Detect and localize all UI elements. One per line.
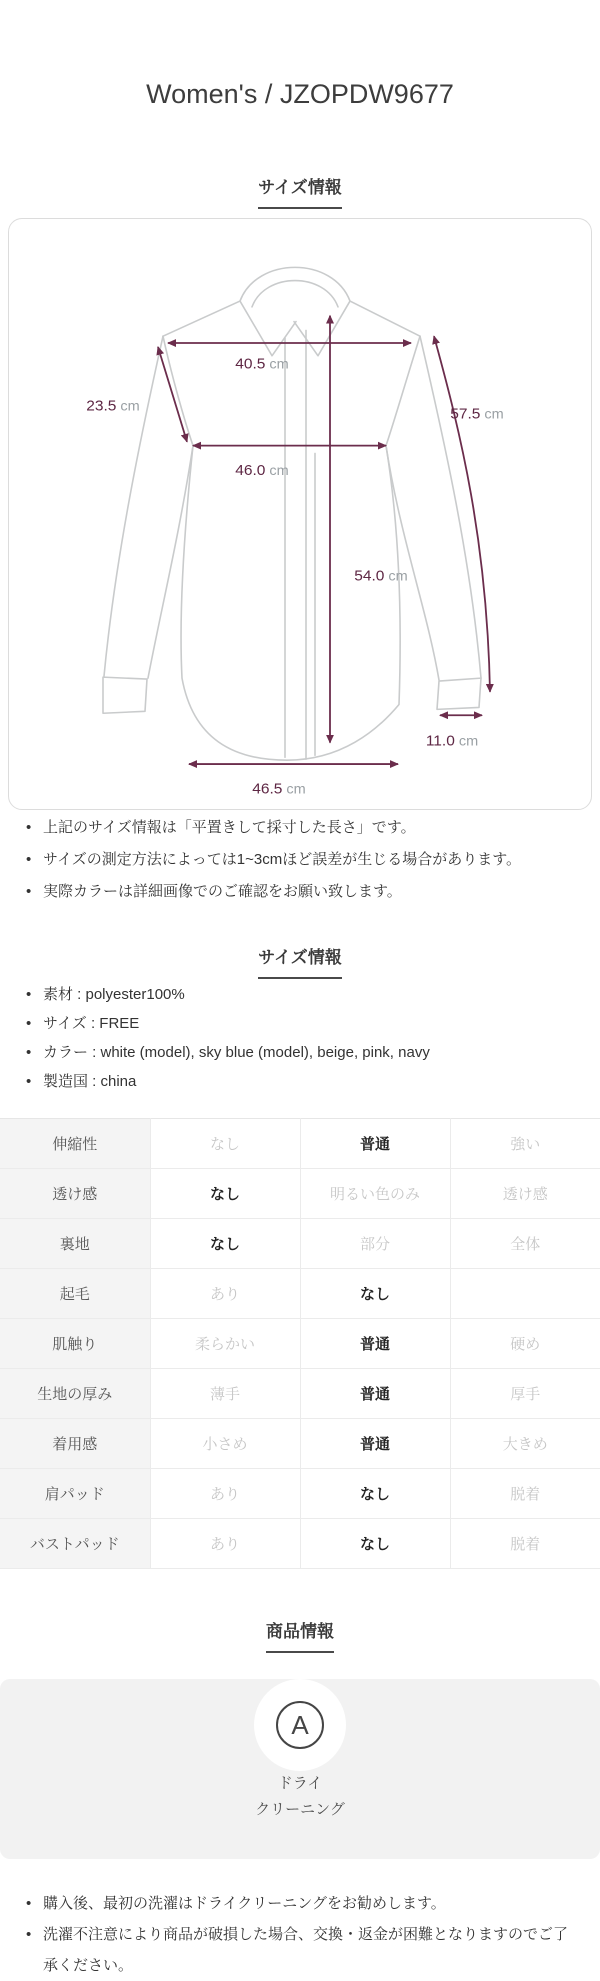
care-notes-list <box>0 1888 600 1981</box>
option: 小さめ <box>150 1419 300 1469</box>
table-row <box>0 1319 600 1369</box>
size-section-header <box>0 178 600 209</box>
product-section-header-label: 商品情報 <box>266 1622 334 1653</box>
row-label: 裏地 <box>0 1219 150 1269</box>
row-label: 起毛 <box>0 1269 150 1319</box>
list-item <box>26 1038 582 1067</box>
note-text: 購入後、最初の洗濯はドライクリーニングをお勧めします。 <box>43 1895 446 1912</box>
row-label: 伸縮性 <box>0 1119 150 1169</box>
row-label: 肩パッド <box>0 1469 150 1519</box>
option: 透け感 <box>450 1169 600 1219</box>
bullet-icon: • <box>26 883 32 900</box>
option-selected: 普通 <box>300 1119 450 1169</box>
country-text: 製造国 : china <box>43 1073 137 1090</box>
detail-section-header <box>0 948 600 979</box>
detail-list <box>0 980 600 1096</box>
note-text: 実際カラーは詳細画像でのご確認をお願い致します。 <box>43 883 402 900</box>
option: 薄手 <box>150 1369 300 1419</box>
list-item <box>26 1919 582 1981</box>
detail-section-header-label: サイズ情報 <box>258 948 342 979</box>
option <box>450 1269 600 1319</box>
option: 大きめ <box>450 1419 600 1469</box>
table-row <box>0 1169 600 1219</box>
sleeve-length-arrow <box>434 336 490 692</box>
option: 明るい色のみ <box>300 1169 450 1219</box>
size-text: サイズ : FREE <box>43 1015 140 1032</box>
bullet-icon: • <box>26 1926 32 1943</box>
bullet-icon: • <box>26 1044 32 1061</box>
option-selected: 普通 <box>300 1369 450 1419</box>
row-label: 生地の厚み <box>0 1369 150 1419</box>
table-row <box>0 1219 600 1269</box>
list-item <box>26 1009 582 1038</box>
bullet-icon: • <box>26 1895 32 1912</box>
option: なし <box>150 1119 300 1169</box>
measurement-total-length: 54.0 cm <box>354 567 408 585</box>
table-row <box>0 1469 600 1519</box>
table-row <box>0 1119 600 1169</box>
option-selected: 普通 <box>300 1319 450 1369</box>
option: あり <box>150 1269 300 1319</box>
care-instruction-box <box>0 1679 600 1859</box>
measurement-sleeve-length: 57.5 cm <box>450 405 504 423</box>
option: あり <box>150 1519 300 1569</box>
note-text: 上記のサイズ情報は「平置きして採寸した長さ」です。 <box>43 819 416 836</box>
list-item <box>26 1888 582 1919</box>
row-label: 透け感 <box>0 1169 150 1219</box>
option-selected: なし <box>300 1519 450 1569</box>
option: 脱着 <box>450 1519 600 1569</box>
option: あり <box>150 1469 300 1519</box>
measurement-shoulder-width: 40.5 cm <box>235 355 289 373</box>
shirt-outline-icon <box>103 267 481 760</box>
option: 強い <box>450 1119 600 1169</box>
table-row <box>0 1269 600 1319</box>
measurement-armhole: 23.5 cm <box>86 397 140 415</box>
option: 脱着 <box>450 1469 600 1519</box>
size-diagram-box <box>8 218 592 810</box>
bullet-icon: • <box>26 986 32 1003</box>
product-section-header <box>0 1622 600 1653</box>
note-text: サイズの測定方法によっては1~3cmほど誤差が生じる場合があります。 <box>43 851 522 868</box>
size-section-header-label: サイズ情報 <box>258 178 342 209</box>
option: 全体 <box>450 1219 600 1269</box>
armhole-arrow <box>158 347 187 442</box>
list-item <box>26 844 582 876</box>
measurement-chest-width: 46.0 cm <box>235 462 289 479</box>
list-item <box>26 980 582 1009</box>
dry-cleaning-a-icon: A <box>276 1701 324 1749</box>
option-selected: なし <box>300 1469 450 1519</box>
care-circle <box>254 1679 346 1771</box>
measurement-cuff-width: 11.0 cm <box>425 732 479 750</box>
bullet-icon: • <box>26 851 32 868</box>
list-item <box>26 812 582 844</box>
measurement-arrows <box>158 316 490 764</box>
care-label-line2: クリーニング <box>255 1801 345 1818</box>
bullet-icon: • <box>26 819 32 836</box>
option-selected: なし <box>150 1219 300 1269</box>
color-text: カラー : white (model), sky blue (model), beige, pink, navy <box>43 1044 430 1061</box>
table-row <box>0 1419 600 1469</box>
table-row <box>0 1519 600 1569</box>
care-label <box>0 1771 600 1823</box>
option: 柔らかい <box>150 1319 300 1369</box>
option: 硬め <box>450 1319 600 1369</box>
shirt-measurement-diagram <box>9 219 591 809</box>
row-label: バストパッド <box>0 1519 150 1569</box>
row-label: 着用感 <box>0 1419 150 1469</box>
option-selected: なし <box>150 1169 300 1219</box>
option-selected: なし <box>300 1269 450 1319</box>
attributes-table-body <box>0 1119 600 1569</box>
option-selected: 普通 <box>300 1419 450 1469</box>
option: 厚手 <box>450 1369 600 1419</box>
size-notes-list <box>0 812 600 908</box>
material-text: 素材 : polyester100% <box>43 986 185 1003</box>
bullet-icon: • <box>26 1073 32 1090</box>
care-label-line1: ドライ <box>277 1775 323 1792</box>
measurement-hem-width: 46.5 cm <box>252 780 306 798</box>
page-title: Women's / JZOPDW9677 <box>146 79 454 109</box>
row-label: 肌触り <box>0 1319 150 1369</box>
list-item <box>26 876 582 908</box>
attributes-table <box>0 1118 600 1569</box>
note-text: 洗濯不注意により商品が破損した場合、交換・返金が困難となりますのでご了承ください。 <box>43 1926 569 1974</box>
bullet-icon: • <box>26 1015 32 1032</box>
list-item <box>26 1067 582 1096</box>
table-row <box>0 1369 600 1419</box>
option: 部分 <box>300 1219 450 1269</box>
